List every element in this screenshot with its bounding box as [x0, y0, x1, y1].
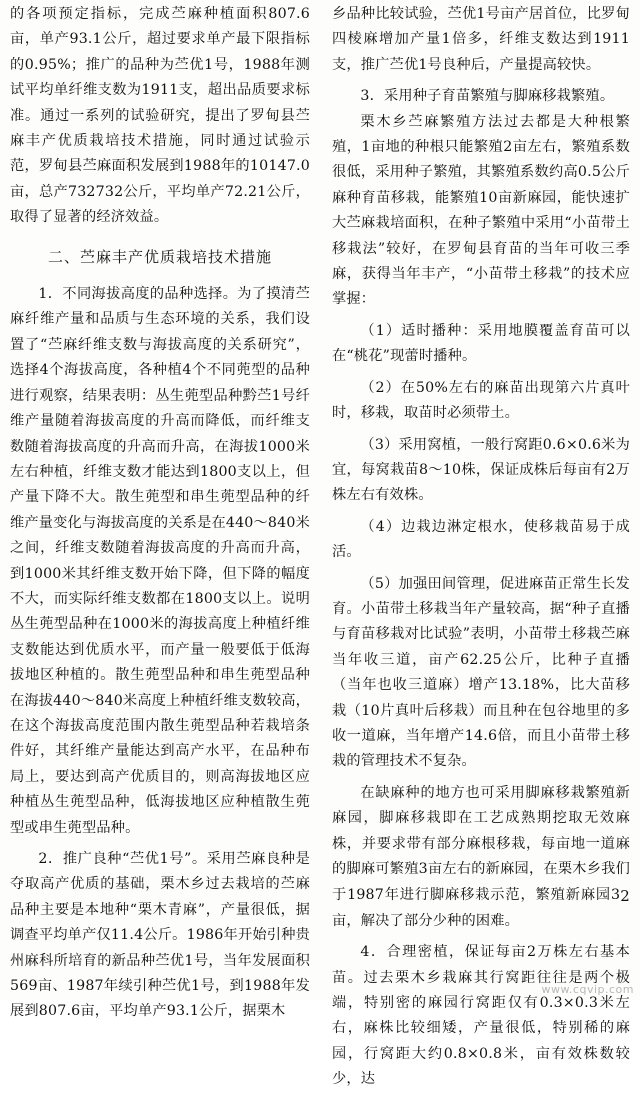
- step-5: （5）加强田间管理，促进麻苗正常生长发育。小苗带土移栽当年产量较高，据“种子直播与育苗移栽对比试验”表明，小苗带土移栽苎麻当年收三道，亩产62.25公斤，比种子直播（当年也收三道麻）增产13.18%，比大苗移栽（10片真叶后移栽）而且种在包谷地里的多收一道麻，当年增产14.6倍，而且小苗带土移栽的管理技术不复杂。: [332, 575, 630, 770]
- paragraph-root-transplant: [332, 781, 630, 934]
- continued-paragraph: 乡品种比较试验，苎优1号亩产居首位，比罗甸四棱麻增加产量1倍多，纤维支数达到1911支，推广苎优1号良种后，产量提高较快。: [332, 6, 630, 73]
- step-3: （3）采用窝植，一般行窝距0.6×0.6米为宜，每窝栽苗8～10株，保证成株后每亩有2万株左右有效株。: [332, 436, 630, 504]
- step-1: （1）适时播种：采用地膜覆盖育苗可以在“桃花”现蕾时播种。: [332, 322, 630, 365]
- root-transplant-text: 在缺麻种的地方也可采用脚麻移栽繁殖新麻园，脚麻移栽即在工艺成熟期挖取无效麻株，并要求带有部分麻根移栽，每亩地一道麻的脚麻可繁殖3亩左右的新麻园，在栗木乡我们于1987年进行脚麻移栽示范，繁殖新麻园3: [332, 784, 630, 904]
- step-2: （2）在50%左右的麻苗出现第六片真叶时，移栽，取苗时必须带土。: [332, 379, 630, 422]
- paragraph-density: 4．合理密植，保证每亩2万株左右基本苗。过去栗木乡栽麻其行窝距往往是两个极端，特别密的麻园行窝距仅有0.3×0.3米左右，麻株比较细矮，产量很低，特别稀的麻园，行窝距大约0.8×0.8米，亩有效株数较少，达: [332, 944, 630, 1088]
- section-heading: 二、苎麻丰产优质栽培技术措施: [47, 247, 272, 266]
- paragraph-promote-variety: 2．推广良种“苎优1号”。采用苎麻良种是夺取高产优质的基础，栗木乡过去栽培的苎麻品种主要是本地种“栗木青麻”，产量很低，据调查平均单产仅11.4公斤。1986年开始引种贵州麻科所培育的新品种苎优1号，当年发展面积569亩、1987年续引种苎优1号，到1988年发展到807.6亩，平均单产93.1公斤，据栗木: [10, 851, 310, 1020]
- intro-paragraph: 的各项预定指标，完成苎麻种植面积807.6亩，单产93.1公斤，超过要求单产最下限指标的0.95%；推广的品种为苎优1号，1988年测试平均单纤维支数为1911支，超出品质要求标准。通过一系列的试验研究，提出了罗甸县苎麻丰产优质栽培技术措施，同时通过试验示范，罗甸县苎麻面积发展到1988年的10147.0亩，总产732732公斤，平均单产72.21公斤，取得了显著的经济效益。: [10, 6, 310, 226]
- paragraph-propagation: 栗木乡苎麻繁殖方法过去都是大种根繁殖，1亩地的种根只能繁殖2亩左右，繁殖系数很低，采用种子繁殖，其繁殖系数约高0.5公斤麻种育苗移栽，能繁殖10亩新麻园，能快速扩大苎麻栽培面积，在种子繁殖中采用“小苗带土移栽法”较好，在罗甸县育苗的当年可收三季麻，获得当年丰产，“小苗带土移栽”的技术应掌握：: [332, 113, 630, 308]
- watermark: www.cqvip.com: [541, 983, 634, 996]
- page-number: 2: [620, 887, 630, 906]
- left-column: [10, 2, 310, 1025]
- root-transplant-end: 亩，解决了部分少种的困难。: [332, 912, 520, 929]
- paragraph-propagation-title: 3．采用种子育苗繁殖与脚麻移栽繁殖。: [360, 88, 615, 105]
- step-4: （4）边栽边淋定根水，使移栽苗易于成活。: [332, 518, 630, 561]
- right-column: [332, 2, 630, 1093]
- paragraph-altitude-variety: 1．不同海拔高度的品种选择。为了摸清苎麻纤维产量和品质与生态环境的关系，我们设置了“苎麻纤维支数与海拔高度的关系研究”，选择4个海拔高度，各种植4个不同蔸型的品种进行观察，结果表明：丛生蔸型品种黔苎1号纤维产量随着海拔高度的升高而降低，而纤维支数随着海拔高度的升高而升高，在海拔1000米左右种植，纤维支数才能达到1800支以上，但产量下降不大。散生蔸型和串生蔸型品种的纤维产量变化与海拔高度的关系是在440～840米之间，纤维支数随着海拔高度的升高而升高，到1000米其纤维支数开始下降，但下降的幅度不大，而实际纤维支数都在1800支以上。说明丛生蔸型品种在1000米的海拔高度上种植纤维支数能达到优质水平，而产量一般要低于低海拔地区种植的。散生蔸型品种和串生蔸型品种在海拔440～840米高度上种植纤维支数较高，在这个海拔高度范围内散生蔸型品种若栽培条件好，其纤维产量能达到高产水平，在品种布局上，要达到高产优质目的，则高海拔地区应种植丛生蔸型品种，低海拔地区应种植散生蔸型或串生蔸型品种。: [10, 286, 310, 836]
